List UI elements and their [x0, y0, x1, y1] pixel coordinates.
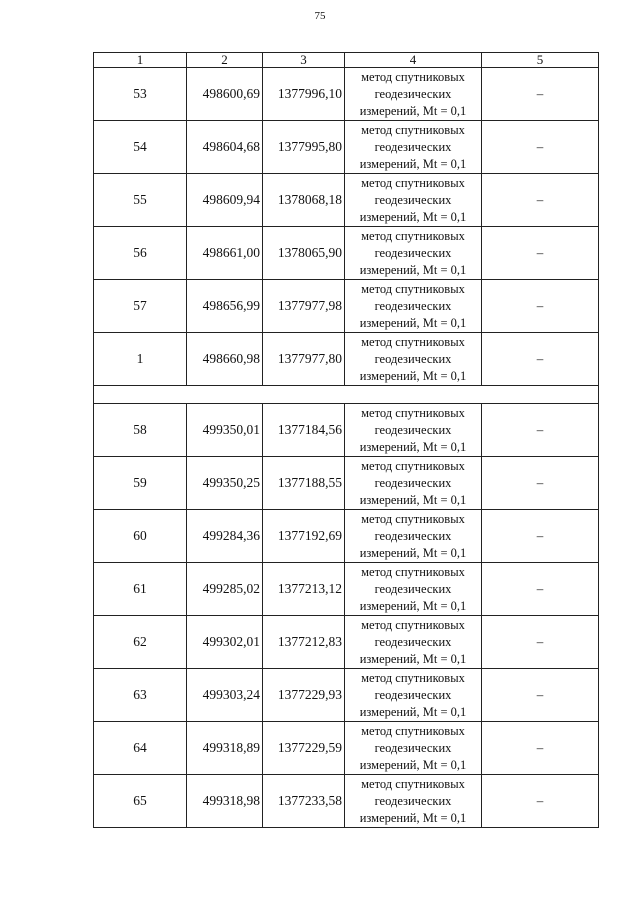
note-cell: – [482, 669, 599, 722]
column-header: 1 [94, 53, 187, 68]
table-row [94, 121, 599, 174]
column-header: 2 [187, 53, 263, 68]
note-cell: – [482, 404, 599, 457]
point-number-cell: 65 [94, 775, 187, 828]
table-row [94, 563, 599, 616]
note-cell: – [482, 722, 599, 775]
method-cell: метод спутниковых геодезических измерений, Mt = 0,1 [345, 121, 482, 174]
y-coordinate-cell: 1378065,90 [263, 227, 345, 280]
point-number-cell: 62 [94, 616, 187, 669]
note-cell: – [482, 457, 599, 510]
method-cell: метод спутниковых геодезических измерений, Mt = 0,1 [345, 227, 482, 280]
note-cell: – [482, 563, 599, 616]
x-coordinate-cell: 498656,99 [187, 280, 263, 333]
page-number: 75 [314, 10, 326, 22]
point-number-cell: 63 [94, 669, 187, 722]
y-coordinate-cell: 1377977,80 [263, 333, 345, 386]
table-row [94, 775, 599, 828]
point-number-cell: 1 [94, 333, 187, 386]
method-cell: метод спутниковых геодезических измерений, Mt = 0,1 [345, 616, 482, 669]
column-header: 3 [263, 53, 345, 68]
method-cell: метод спутниковых геодезических измерений, Mt = 0,1 [345, 563, 482, 616]
method-cell: метод спутниковых геодезических измерений, Mt = 0,1 [345, 775, 482, 828]
x-coordinate-cell: 499350,01 [187, 404, 263, 457]
point-number-cell: 54 [94, 121, 187, 174]
x-coordinate-cell: 498600,69 [187, 68, 263, 121]
method-cell: метод спутниковых геодезических измерений, Mt = 0,1 [345, 333, 482, 386]
table-row [94, 616, 599, 669]
point-number-cell: 55 [94, 174, 187, 227]
note-cell: – [482, 775, 599, 828]
method-cell: метод спутниковых геодезических измерений, Mt = 0,1 [345, 510, 482, 563]
point-number-cell: 59 [94, 457, 187, 510]
point-number-cell: 64 [94, 722, 187, 775]
x-coordinate-cell: 499303,24 [187, 669, 263, 722]
method-cell: метод спутниковых геодезических измерений, Mt = 0,1 [345, 457, 482, 510]
table-row [94, 68, 599, 121]
table-row [94, 227, 599, 280]
x-coordinate-cell: 498609,94 [187, 174, 263, 227]
x-coordinate-cell: 498604,68 [187, 121, 263, 174]
y-coordinate-cell: 1377229,59 [263, 722, 345, 775]
method-cell: метод спутниковых геодезических измерений, Mt = 0,1 [345, 669, 482, 722]
table-row [94, 280, 599, 333]
x-coordinate-cell: 499318,89 [187, 722, 263, 775]
note-cell: – [482, 68, 599, 121]
table-row [94, 174, 599, 227]
point-number-cell: 60 [94, 510, 187, 563]
table-row [94, 669, 599, 722]
note-cell: – [482, 510, 599, 563]
y-coordinate-cell: 1377212,83 [263, 616, 345, 669]
y-coordinate-cell: 1377233,58 [263, 775, 345, 828]
table-row [94, 333, 599, 386]
separator-cell [94, 386, 599, 404]
note-cell: – [482, 333, 599, 386]
table-body [94, 68, 599, 828]
note-cell: – [482, 616, 599, 669]
method-cell: метод спутниковых геодезических измерений, Mt = 0,1 [345, 68, 482, 121]
note-cell: – [482, 174, 599, 227]
coordinates-table [93, 52, 599, 828]
method-cell: метод спутниковых геодезических измерений, Mt = 0,1 [345, 280, 482, 333]
y-coordinate-cell: 1377977,98 [263, 280, 345, 333]
point-number-cell: 57 [94, 280, 187, 333]
note-cell: – [482, 227, 599, 280]
y-coordinate-cell: 1377996,10 [263, 68, 345, 121]
column-header: 4 [345, 53, 482, 68]
method-cell: метод спутниковых геодезических измерений, Mt = 0,1 [345, 722, 482, 775]
group-separator-row [94, 386, 599, 404]
y-coordinate-cell: 1377188,55 [263, 457, 345, 510]
x-coordinate-cell: 498661,00 [187, 227, 263, 280]
point-number-cell: 61 [94, 563, 187, 616]
column-header: 5 [482, 53, 599, 68]
x-coordinate-cell: 498660,98 [187, 333, 263, 386]
note-cell: – [482, 280, 599, 333]
x-coordinate-cell: 499302,01 [187, 616, 263, 669]
y-coordinate-cell: 1378068,18 [263, 174, 345, 227]
table-header-row [94, 53, 599, 68]
x-coordinate-cell: 499318,98 [187, 775, 263, 828]
table-row [94, 457, 599, 510]
y-coordinate-cell: 1377184,56 [263, 404, 345, 457]
x-coordinate-cell: 499285,02 [187, 563, 263, 616]
y-coordinate-cell: 1377995,80 [263, 121, 345, 174]
point-number-cell: 53 [94, 68, 187, 121]
method-cell: метод спутниковых геодезических измерений, Mt = 0,1 [345, 404, 482, 457]
point-number-cell: 58 [94, 404, 187, 457]
y-coordinate-cell: 1377192,69 [263, 510, 345, 563]
x-coordinate-cell: 499350,25 [187, 457, 263, 510]
table-row [94, 404, 599, 457]
x-coordinate-cell: 499284,36 [187, 510, 263, 563]
table-row [94, 510, 599, 563]
table-row [94, 722, 599, 775]
method-cell: метод спутниковых геодезических измерений, Mt = 0,1 [345, 174, 482, 227]
point-number-cell: 56 [94, 227, 187, 280]
y-coordinate-cell: 1377229,93 [263, 669, 345, 722]
y-coordinate-cell: 1377213,12 [263, 563, 345, 616]
note-cell: – [482, 121, 599, 174]
